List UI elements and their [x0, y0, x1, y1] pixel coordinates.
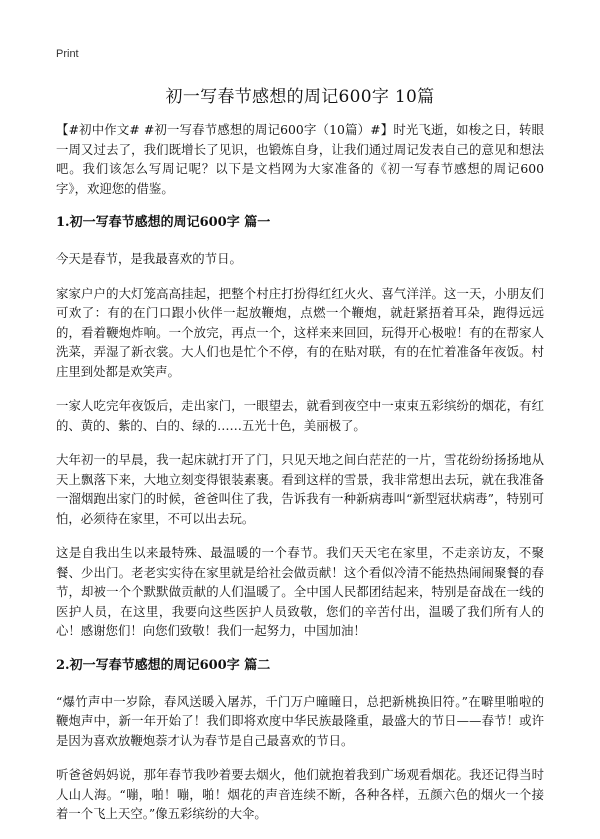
section-heading-2: 2.初一写春节感想的周记600字 篇二: [56, 657, 271, 673]
paragraph: 这是自我出生以来最特殊、最温暖的一个春节。我们天天宅在家里，不走亲访友，不聚餐、少出门。老老实实待在家里就是给社会做贡献！这个看似冷清不能热热闹闹聚餐的春节，却被一个个默默做贡献的人们温暖了。全中国人民都团结起来，特别是奋战在一线的医护人员，在这里，我要向这些医护人员致敬，您们的辛苦付出，温暖了我们所有人的心！感谢您们！向您们致敬！我们一起努力，中国加油！: [56, 545, 544, 638]
paragraph: 听爸爸妈妈说，那年春节我吵着要去烟火，他们就抱着我到广场观看烟花。我还记得当时人山人海。“嘣，啪！嘣，啪！烟花的声音连续不断，各种各样，五颜六色的烟火一个接着一个飞上天空。”像五彩缤纷的大伞。: [56, 767, 544, 821]
paragraph: 大年初一的早晨，我一起床就打开了门，只见天地之间白茫茫的一片，雪花纷纷扬扬地从天上飘落下来，大地立刻变得银装素裹。看到这样的雪景，我非常想出去玩，就在我准备一溜烟跑出家门的时候，爸爸叫住了我，告诉我有一种新病毒叫“新型冠状病毒”，特别可怕，必须待在家里，不可以出去玩。: [56, 452, 544, 526]
intro-paragraph: 【#初中作文# #初一写春节感想的周记600字（10篇）#】时光飞逝，如梭之日，转眼一周又过去了，我们既增长了见识，也锻炼自身，让我们通过周记发表自己的意见和想法吧。我们该怎么写周记呢？以下是文档网为大家准备的《初一写春节感想的周记600字》，欢迎您的借鉴。: [56, 122, 544, 196]
paragraph: 家家户户的大灯笼高高挂起，把整个村庄打扮得红红火火、喜气洋洋。这一天，小朋友们可欢了：有的在门口跟小伙伴一起放鞭炮，点燃一个鞭炮，就赶紧捂着耳朵，跑得远远的，看着鞭炮炸响。一个放完，再点一个，这样来来回回，玩得开心极啦！有的在帮家人洗菜，弄湿了新衣裳。大人们也是忙个不停，有的在贴对联，有的在忙着准备年夜饭。村庄里到处都是欢笑声。: [56, 285, 544, 379]
section-heading-1: 1.初一写春节感想的周记600字 篇一: [56, 215, 271, 230]
paragraph: “爆竹声中一岁除，春风送暖入屠苏，千门万户曈曈日，总把新桃换旧符。”在噼里啪啦的鞭炮声中，新一年开始了！我们即将欢度中华民族最隆重，最盛大的节日——春节！或许是因为喜欢放鞭炮萘才认为春节是自己最喜欢的节日。: [56, 693, 544, 748]
print-link[interactable]: Print: [56, 48, 79, 60]
paragraph: 今天是春节，是我最喜欢的节日。: [56, 251, 242, 266]
article-body: [56, 120, 544, 839]
paragraph: 一家人吃完年夜饭后，走出家门，一眼望去，就看到夜空中一束束五彩缤纷的烟花，有红的、黄的、紫的、白的、绿的……五光十色，美丽极了。: [56, 398, 544, 433]
article-title: 初一写春节感想的周记600字 10篇: [165, 87, 435, 107]
